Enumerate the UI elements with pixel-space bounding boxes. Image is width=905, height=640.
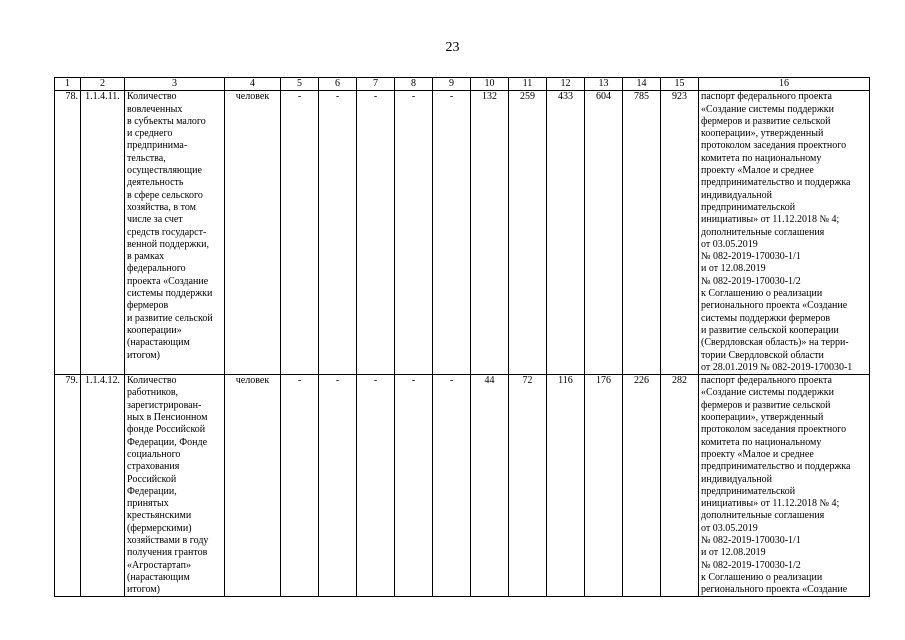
row-code: 1.1.4.11. bbox=[81, 91, 125, 375]
value-cell: - bbox=[357, 91, 395, 375]
value-cell: 44 bbox=[471, 375, 509, 597]
source-document: паспорт федерального проекта «Создание системы поддержки фермеров и развитие сельской кооперации», утвержденный протоколом заседания проектного комитета по национальному проекту «Малое и среднее предпринимательство и поддержка индивидуальной предпринимательской инициативы» от 11.12.2018 № 4; дополнительные соглашения от 03.05.2019 № 082-2019-170030-1/1 и от 12.08.2019 № 082-2019-170030-1/2 к Соглашению о реализации регионального проекта «Создание системы поддержки фермеров и развитие сельской кооперации (Свердловская область)» на терри- тории Свердловской области от 28.01.2019 № 082-2019-170030-1 bbox=[699, 91, 870, 375]
value-cell: - bbox=[395, 91, 433, 375]
value-cell: - bbox=[281, 375, 319, 597]
value-cell: 72 bbox=[509, 375, 547, 597]
column-header: 4 bbox=[225, 78, 281, 91]
unit-cell: человек bbox=[225, 91, 281, 375]
value-cell: - bbox=[319, 91, 357, 375]
column-header: 5 bbox=[281, 78, 319, 91]
column-header: 8 bbox=[395, 78, 433, 91]
indicator-name: Количество работников, зарегистрирован- ных в Пенсионном фонде Российской Федерации, Фонде социального страхования Российской Федерации, принятых крестьянскими (фермерскими) хозяйствами в году получения грантов «Агростартап» (нарастающим итогом) bbox=[125, 375, 225, 597]
column-header: 7 bbox=[357, 78, 395, 91]
row-code: 1.1.4.12. bbox=[81, 375, 125, 597]
value-cell: 132 bbox=[471, 91, 509, 375]
value-cell: 282 bbox=[661, 375, 699, 597]
value-cell: 176 bbox=[585, 375, 623, 597]
value-cell: 923 bbox=[661, 91, 699, 375]
column-header: 9 bbox=[433, 78, 471, 91]
value-cell: - bbox=[319, 375, 357, 597]
value-cell: - bbox=[433, 375, 471, 597]
indicator-table bbox=[54, 77, 870, 597]
value-cell: 433 bbox=[547, 91, 585, 375]
column-header: 1 bbox=[55, 78, 81, 91]
value-cell: 259 bbox=[509, 91, 547, 375]
column-header: 10 bbox=[471, 78, 509, 91]
unit-cell: человек bbox=[225, 375, 281, 597]
column-header: 16 bbox=[699, 78, 870, 91]
indicator-name: Количество вовлеченных в субъекты малого и среднего предпринима- тельства, осуществляющие деятельность в сфере сельского хозяйства, в том числе за счет средств государст- венной поддержки, в рамках федерального проекта «Создание системы поддержки фермеров и развитие сельской кооперации» (нарастающим итогом) bbox=[125, 91, 225, 375]
column-header: 2 bbox=[81, 78, 125, 91]
column-number-row bbox=[55, 78, 870, 91]
value-cell: - bbox=[433, 91, 471, 375]
column-header: 6 bbox=[319, 78, 357, 91]
value-cell: 116 bbox=[547, 375, 585, 597]
column-header: 13 bbox=[585, 78, 623, 91]
table-row bbox=[55, 91, 870, 375]
value-cell: - bbox=[281, 91, 319, 375]
column-header: 12 bbox=[547, 78, 585, 91]
row-number: 79. bbox=[55, 375, 81, 597]
value-cell: 226 bbox=[623, 375, 661, 597]
value-cell: - bbox=[357, 375, 395, 597]
value-cell: - bbox=[395, 375, 433, 597]
column-header: 15 bbox=[661, 78, 699, 91]
page-number: 23 bbox=[445, 40, 460, 55]
source-document: паспорт федерального проекта «Создание системы поддержки фермеров и развитие сельской кооперации», утвержденный протоколом заседания проектного комитета по национальному проекту «Малое и среднее предпринимательство и поддержка индивидуальной предпринимательской инициативы» от 11.12.2018 № 4; дополнительные соглашения от 03.05.2019 № 082-2019-170030-1/1 и от 12.08.2019 № 082-2019-170030-1/2 к Соглашению о реализации регионального проекта «Создание bbox=[699, 375, 870, 597]
value-cell: 785 bbox=[623, 91, 661, 375]
column-header: 3 bbox=[125, 78, 225, 91]
table-row bbox=[55, 375, 870, 597]
column-header: 14 bbox=[623, 78, 661, 91]
value-cell: 604 bbox=[585, 91, 623, 375]
column-header: 11 bbox=[509, 78, 547, 91]
row-number: 78. bbox=[55, 91, 81, 375]
